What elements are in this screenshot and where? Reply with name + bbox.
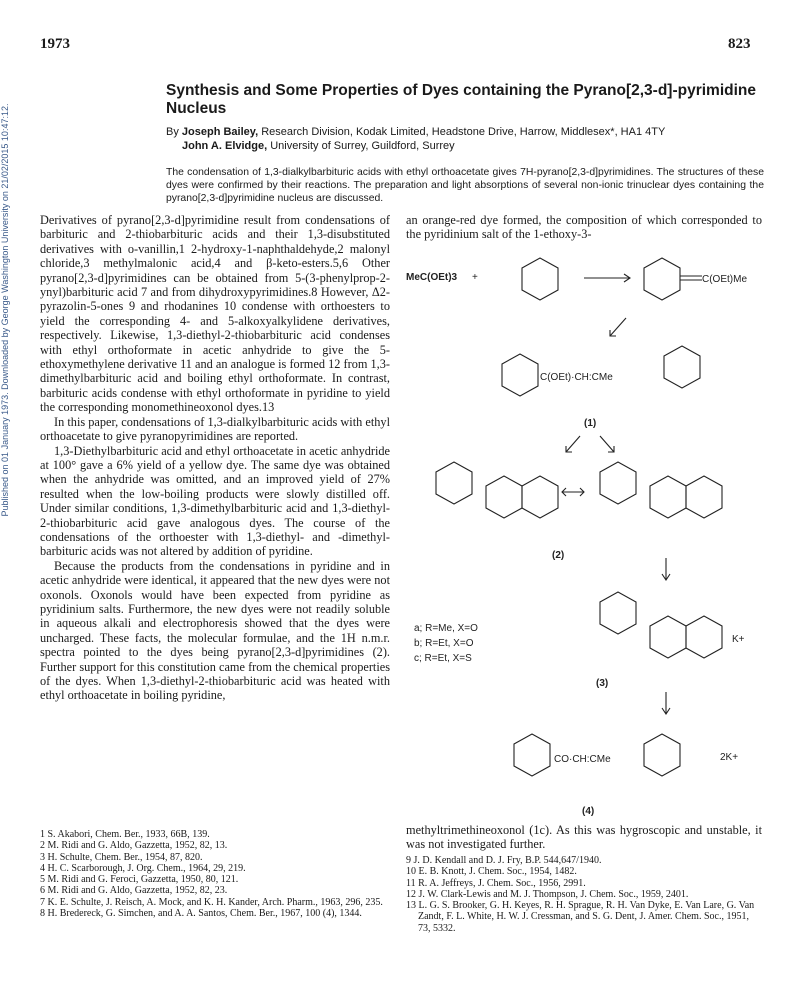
compound-2a-ring-3	[522, 476, 558, 518]
page-number: 823	[728, 36, 751, 52]
substituent-b: C(OEt)·CH:CMe	[540, 372, 613, 383]
dipotassium-cation: 2K+	[720, 752, 739, 763]
barbiturate-ring-reagent	[522, 258, 558, 300]
compound-3-ring-3	[686, 616, 722, 658]
legend-b: b; R=Et, X=O	[414, 638, 474, 649]
paragraph-1: Derivatives of pyrano[2,3-d]pyrimidine result from condensations of barbituric and 2-thiobarbituric acids and their 1,3-disubstituted derivatives with o-vanillin,1 2-hydroxy-1-naphthaldehyde,2 malonyl chloride,3 methylmalonic acid,4 and β-keto-esters.5,6 Other pyrano[2,3-d]pyrimidines can be obtained from 5-(3-phenylprop-2-ynyl)barbituric acid 7 and from dihydroxypyrimidines.8 However, Δ2-pyrazolin-5-ones 9 and rhodanines 10 condense with orthoesters to yield the corresponding 4- and 5-alkoxyalkylidene derivatives, respectively. Likewise, 1,3-diethyl-2-thiobarbituric acid condenses with ethyl orthoformate in acetic anhydride to give the 5-ethoxymethylene derivative 11 and an analogue is formed 12 from 1,3-dimethylbarbituric acid and boiling ethyl orthoformate. In contrast, barbituric acids condense with ethyl orthoformate in pyridine to yield the corresponding monomethineoxonol dyes.13	[40, 213, 390, 415]
reaction-scheme	[404, 246, 762, 818]
references-right	[406, 855, 762, 934]
reagent-label: MeC(OEt)3	[406, 272, 458, 283]
compound-1-ring-right	[664, 346, 700, 388]
reference-5: 5 M. Ridi and G. Feroci, Gazzetta, 1950, 80, 121.	[40, 874, 239, 886]
compound-2b-ring-2	[650, 476, 686, 518]
reference-12: 12 J. W. Clark-Lewis and M. J. Thompson, J. Chem. Soc., 1959, 2401.	[406, 888, 689, 900]
substituent-c: CO·CH:CMe	[554, 754, 611, 765]
byline-by: By	[166, 126, 179, 138]
reference-3: 3 H. Schulte, Chem. Ber., 1954, 87, 820.	[40, 851, 203, 863]
byline	[166, 126, 766, 153]
barbiturate-ring-product	[644, 258, 680, 300]
reference-4: 4 H. C. Scarborough, J. Org. Chem., 1964, 29, 219.	[40, 862, 246, 874]
compound-2a-ring-2	[486, 476, 522, 518]
compound-4-ring-left	[514, 734, 550, 776]
reference-7: 7 K. E. Schulte, J. Reisch, A. Mock, and K. H. Kander, Arch. Pharm., 1963, 296, 235.	[40, 896, 383, 908]
paragraph-3: 1,3-Diethylbarbituric acid and ethyl orthoacetate in acetic anhydride at 100° gave a 6% yield of a yellow dye. The same dye was obtained when the anhydride was omitted, and an improved yield of 27% resulted when the low-boiling products were slowly distilled off. Under similar conditions, 1,3-dimethylbarbituric acid and 1,3-diethyl-2-thiobarbituric acid gave analogous dyes. The course of the condensations of the orthoester with 1,3-diethyl- and -dimethyl-barbituric acids was not altered by addition of pyridine.	[40, 443, 390, 559]
compound-label-3: (3)	[596, 678, 609, 689]
legend-a: a; R=Me, X=O	[414, 623, 478, 634]
abstract: The condensation of 1,3-dialkylbarbituric acids with ethyl orthoacetate gives 7H-pyrano[2,3-d]pyrimidines. The structures of these dyes were confirmed by their reactions. The preparation and light absorptions of several non-ionic trinuclear dyes containing the pyrano[2,3-d]pyrimidine nucleus are discussed.	[166, 167, 764, 204]
body-right-bottom: methyltrimethineoxonol (1c). As this was hygroscopic and unstable, it was not investigated further.	[406, 823, 762, 852]
reference-13: 13 L. G. S. Brooker, G. H. Keyes, R. H. Sprague, R. H. Van Dyke, E. Van Lare, G. Van Zandt, F. L. White, H. W. J. Cressman, and S. G. Dent, J. Amer. Chem. Soc., 1951, 73, 5332.	[406, 900, 755, 934]
author-2: John A. Elvidge,	[182, 139, 268, 152]
reference-6: 6 M. Ridi and G. Aldo, Gazzetta, 1952, 82, 23.	[40, 885, 228, 897]
plus-sign: +	[472, 272, 478, 283]
compound-2b-ring-1	[600, 462, 636, 504]
compound-3-ring-2	[650, 616, 686, 658]
paragraph-2: In this paper, condensations of 1,3-dialkylbarbituric acids with ethyl orthoacetate to give pyranopyrimidines are reported.	[40, 414, 390, 444]
substituent-a: C(OEt)Me	[702, 274, 747, 285]
author-1-affiliation: Research Division, Kodak Limited, Headstone Drive, Harrow, Middlesex*, HA1 4TY	[261, 126, 666, 138]
author-1: Joseph Bailey,	[181, 126, 259, 138]
author-2-affiliation: University of Surrey, Guildford, Surrey	[270, 139, 455, 152]
reference-11: 11 R. A. Jeffreys, J. Chem. Soc., 1956, 2991.	[406, 877, 586, 889]
reference-2: 2 M. Ridi and G. Aldo, Gazzetta, 1952, 82, 13.	[40, 840, 228, 852]
reference-8: 8 H. Bredereck, G. Simchen, and A. A. Santos, Chem. Ber., 1967, 100 (4), 1344.	[40, 908, 362, 920]
paragraph-4: Because the products from the condensations in pyridine and in acetic anhydride were identical, it appeared that the new dyes were not oxonols. Oxonols would have been expected from pyridine as pyridinium salts. Furthermore, the new dyes were not readily soluble in aqueous alkali and electrophoresis showed that the dyes were uncharged. These facts, the molecular formulae, and the 1H n.m.r. spectra pointed to the dyes being pyrano[2,3-d]pyrimidines (2). Further support for this constitution came from the chemical properties of the dyes. When 1,3-diethyl-2-thiobarbituric acid was heated with ethyl orthoacetate in boiling pyridine,	[40, 558, 390, 703]
reference-10: 10 E. B. Knott, J. Chem. Soc., 1954, 1482.	[406, 866, 577, 878]
compound-2b-ring-3	[686, 476, 722, 518]
compound-1-ring-left	[502, 354, 538, 396]
reference-9: 9 J. D. Kendall and D. J. Fry, B.P. 544,647/1940.	[406, 855, 602, 866]
references-left	[40, 829, 390, 919]
body-right-top: an orange-red dye formed, the composition of which corresponded to the pyridinium salt of the 1-ethoxy-3-	[406, 213, 762, 242]
legend-c: c; R=Et, X=S	[414, 653, 472, 664]
compound-2a-ring-1	[436, 462, 472, 504]
compound-label-4: (4)	[582, 806, 595, 817]
body-left-column	[40, 213, 390, 703]
potassium-cation: K+	[732, 634, 745, 645]
compound-3-ring-1	[600, 592, 636, 634]
compound-label-2: (2)	[552, 550, 565, 561]
compound-label-1: (1)	[584, 418, 597, 429]
download-stamp: Published on 01 January 1973. Downloaded by George Washington University on 21/02/2015 10:47:12.	[0, 103, 10, 517]
compound-4-ring-right	[644, 734, 680, 776]
reference-1: 1 S. Akabori, Chem. Ber., 1933, 66B, 139.	[40, 829, 210, 840]
article-title: Synthesis and Some Properties of Dyes containing the Pyrano[2,3-d]-pyrimidine Nucleus	[166, 82, 756, 117]
journal-year: 1973	[40, 36, 70, 52]
